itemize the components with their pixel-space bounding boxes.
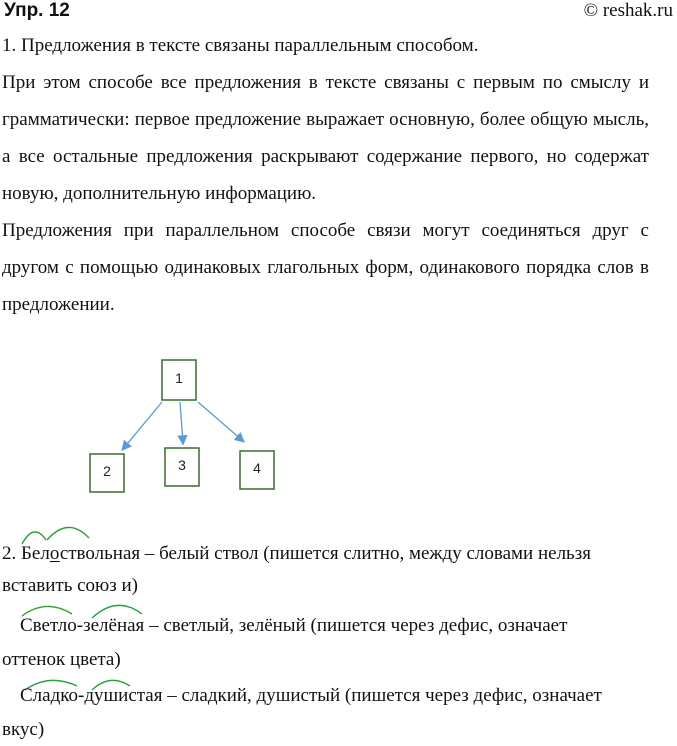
item1-explanation: – белый ствол (пишется слитно, между словами нельзя (140, 543, 591, 564)
item3-line1 (20, 684, 602, 708)
exercise-title: Упр. 12 (4, 0, 70, 21)
arrow-1-3 (180, 402, 183, 443)
box-1-label: 1 (175, 370, 183, 386)
item2-word: Светло-зелёная (20, 615, 145, 636)
part1-heading: 1. Предложения в тексте связаны параллельным способом. (2, 35, 479, 56)
item2-line1 (20, 614, 567, 638)
part1-section (2, 34, 649, 323)
box-2-label: 2 (103, 463, 111, 479)
box-4-label: 4 (253, 460, 261, 476)
arrow-1-2 (123, 402, 162, 449)
item1-word-part-c: ствольная (59, 543, 141, 564)
item3-line2: вкус) (2, 719, 45, 740)
item1-word-part-b: о (49, 543, 60, 564)
item1-line2: вставить союз и) (2, 575, 138, 596)
arrow-1-4 (198, 402, 243, 441)
watermark: © reshak.ru (583, 0, 673, 21)
parallel-link-diagram (0, 350, 677, 505)
item2-explanation: – светлый, зелёный (пишется через дефис, означает (144, 615, 568, 636)
part2-section (2, 510, 667, 746)
part1-paragraph-1: При этом способе все предложения в тексте связаны с первым по смыслу и грамматически: первое предложение выражает основную, более общую мысль, а все остальные предложения раскрывают содержание первого, но содержат новую, дополнительную информацию. (2, 72, 649, 204)
item1-word-part-a: Бел (21, 543, 50, 564)
root-arc-stvol (47, 527, 89, 540)
box-3-label: 3 (178, 457, 186, 473)
item1-line1: 2. Белоствольная – белый ствол (пишется слитно, между словами нельзя (2, 543, 591, 564)
page-header (0, 0, 677, 24)
item3-word: Сладко-душистая (20, 685, 163, 706)
item3-explanation: – сладкий, душистый (пишется через дефис, означает (162, 685, 602, 706)
item2-line2: оттенок цвета) (2, 649, 121, 670)
part1-paragraph-2: Предложения при параллельном способе связи могут соединяться друг с другом с помощью одинаковых глагольных форм, одинакового порядка слов в предложении. (2, 220, 649, 315)
